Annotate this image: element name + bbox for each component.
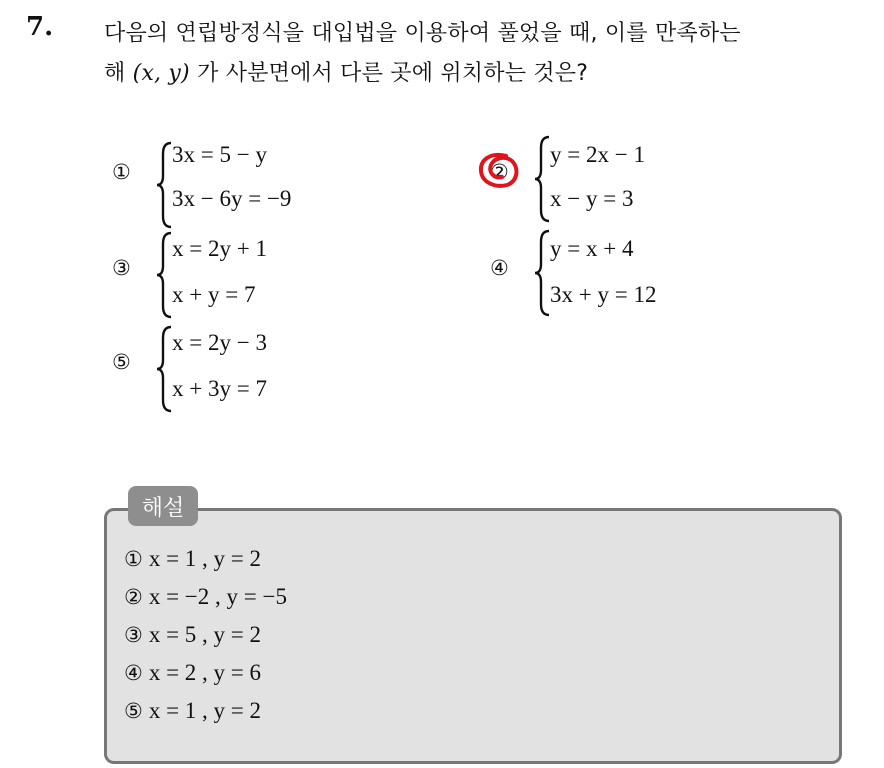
- equation-1: 3x = 5 − y: [172, 142, 267, 167]
- equation-1: y = x + 4: [550, 236, 634, 261]
- solution-line-5: [124, 698, 261, 724]
- solution-text: x = 1 , y = 2: [148, 546, 262, 571]
- solution-pair: (x, y): [132, 61, 190, 86]
- equation-2: x − y = 3: [550, 186, 634, 211]
- option-marker: ②: [490, 160, 509, 184]
- solution-marker: ⑤: [124, 699, 143, 723]
- equation-2: x + y = 7: [172, 282, 256, 307]
- question-text-line1: 다음의 연립방정식을 대입법을 이용하여 풀었을 때, 이를 만족하는: [104, 21, 741, 46]
- equation-2: 3x + y = 12: [550, 282, 657, 307]
- brace-icon: [154, 324, 174, 414]
- answer-mark-icon: [474, 150, 524, 192]
- solution-text: x = −2 , y = −5: [148, 584, 287, 609]
- equation-1: x = 2y − 3: [172, 330, 267, 355]
- option-marker: ④: [490, 256, 509, 280]
- option-marker: ⑤: [112, 350, 131, 374]
- solution-line-2: [124, 584, 287, 610]
- brace-icon: [154, 140, 174, 230]
- option-marker: ③: [112, 256, 131, 280]
- equation-2: x + 3y = 7: [172, 376, 267, 401]
- solution-marker: ②: [124, 585, 143, 609]
- solution-line-4: [124, 660, 261, 686]
- solution-text: x = 2 , y = 6: [148, 660, 262, 685]
- solution-text: x = 1 , y = 2: [148, 698, 262, 723]
- equation-1: y = 2x − 1: [550, 142, 645, 167]
- solution-text: x = 5 , y = 2: [148, 622, 262, 647]
- equation-1: x = 2y + 1: [172, 236, 267, 261]
- brace-icon: [154, 230, 174, 320]
- solution-line-3: [124, 622, 261, 648]
- question-text-pre: 해: [104, 61, 126, 86]
- solution-tag: 해설: [128, 486, 198, 526]
- brace-icon: [532, 134, 552, 224]
- brace-icon: [532, 228, 552, 318]
- question-number: 7.: [26, 12, 54, 42]
- question-text-line2: [104, 56, 588, 87]
- question-text-post: 가 사분면에서 다른 곳에 위치하는 것은?: [197, 61, 589, 86]
- solution-line-1: [124, 546, 261, 572]
- equation-2: 3x − 6y = −9: [172, 186, 292, 211]
- solution-marker: ③: [124, 623, 143, 647]
- option-marker: ①: [112, 160, 131, 184]
- solution-marker: ④: [124, 661, 143, 685]
- solution-marker: ①: [124, 547, 143, 571]
